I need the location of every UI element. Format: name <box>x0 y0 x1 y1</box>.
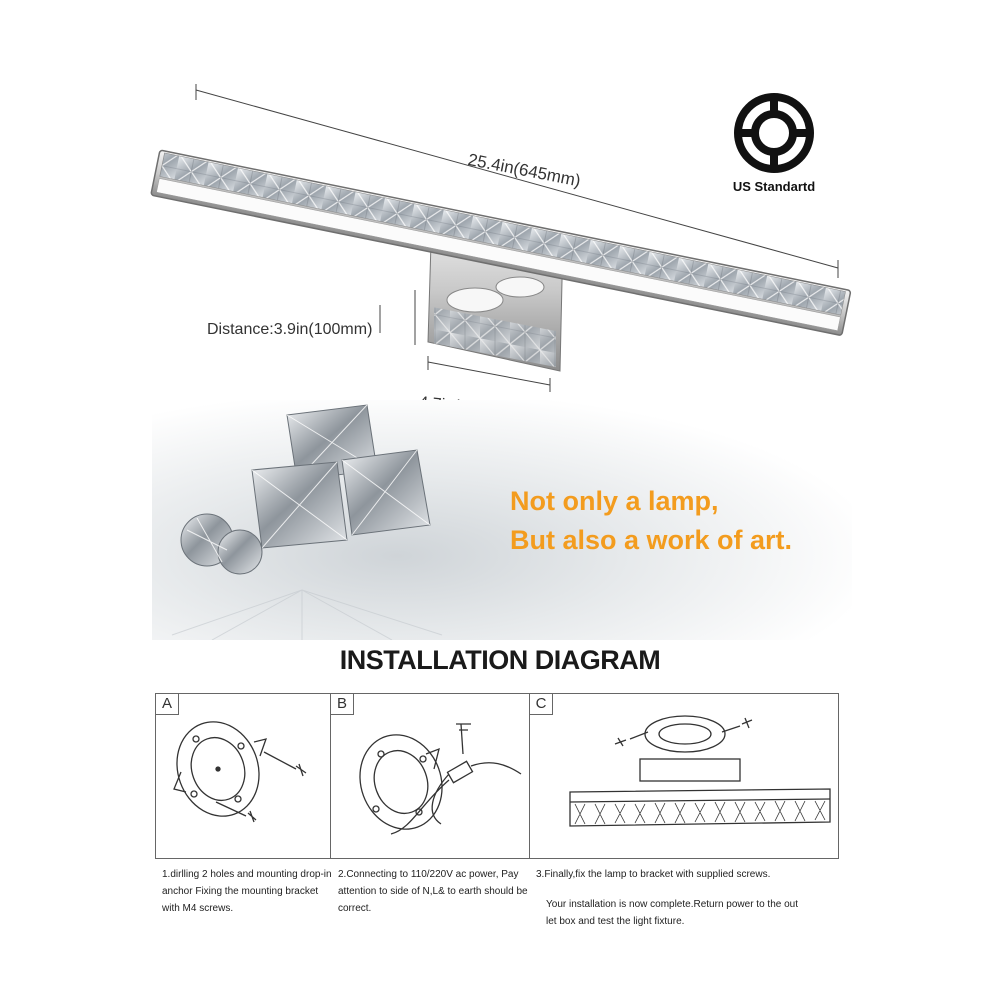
us-standard-label: US Standartd <box>732 179 816 194</box>
installation-title: INSTALLATION DIAGRAM <box>339 645 661 675</box>
crystal-banner <box>152 400 852 640</box>
crystal-cubes-illustration <box>152 400 852 640</box>
step-b-label: B <box>331 694 354 715</box>
us-standard-badge <box>722 93 826 194</box>
bracket-screws-illustration <box>156 694 332 860</box>
step-b-caption: 2.Connecting to 110/220V ac power, Pay attention to side of N,L& to earth should be correct. <box>338 869 528 914</box>
completion-note: Your installation is now complete.Return power to the out let box and test the light fixture. <box>546 899 798 927</box>
us-outlet-icon <box>734 93 814 173</box>
slogan-line-2: But also a work of art. <box>510 525 793 555</box>
step-c-panel <box>529 693 839 859</box>
step-a-label: A <box>156 694 179 715</box>
product-illustration <box>0 0 1000 440</box>
wiring-illustration <box>331 694 531 860</box>
step-c-label: C <box>530 694 553 715</box>
step-a-caption: 1.dirlling 2 holes and mounting drop-in anchor Fixing the mounting bracket with M4 screws. <box>162 869 332 914</box>
step-b-panel <box>330 693 530 859</box>
distance-dimension-line <box>380 290 415 345</box>
slogan-line-1: Not only a lamp, <box>510 486 719 516</box>
distance-dimension-label: Distance:3.9in(100mm) <box>207 321 373 338</box>
lamp-mount-illustration <box>530 694 840 860</box>
length-dimension-label: 25.4in(645mm) <box>466 150 583 191</box>
step-a-panel <box>155 693 331 859</box>
step-c-caption: 3.Finally,fix the lamp to bracket with supplied screws. <box>536 869 771 880</box>
